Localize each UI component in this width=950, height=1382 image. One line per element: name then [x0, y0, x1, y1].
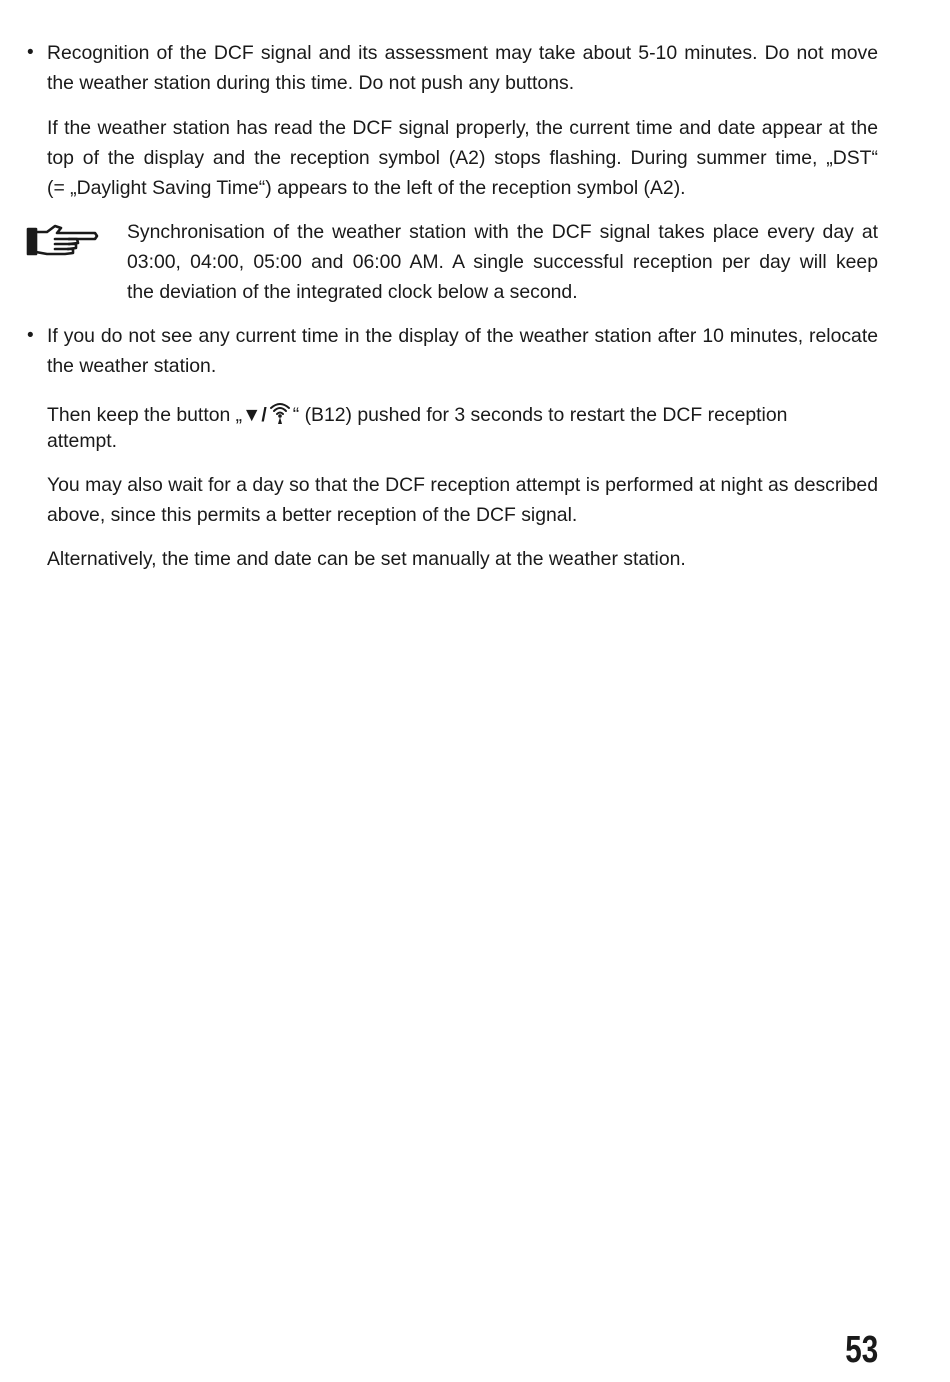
note-line-3: the deviation of the integrated clock below a second.: [127, 281, 578, 303]
pointing-hand-icon: [25, 222, 99, 260]
p3-line-1: If you do not see any current time in the display of the weather station after 10 minutes, relocate: [47, 325, 878, 347]
p4-before-button: Then keep the button „: [47, 404, 243, 426]
reception-antenna-icon: [267, 399, 293, 425]
button-down-symbol: ▼/: [242, 404, 267, 426]
p4-part-1: [47, 399, 788, 426]
p4-line-2: attempt.: [47, 430, 118, 452]
p1-line-1: Recognition of the DCF signal and its assessment may take about 5-10 minutes. Do not move: [47, 42, 878, 64]
bullet-1: •: [27, 42, 34, 63]
p6-line-1: Alternatively, the time and date can be set manually at the weather station.: [47, 548, 686, 570]
note-line-1: Synchronisation of the weather station with the DCF signal takes place every day at: [127, 221, 878, 243]
p2-line-3: (= „Daylight Saving Time“) appears to the left of the reception symbol (A2).: [47, 177, 686, 199]
p1-line-2: the weather station during this time. Do not push any buttons.: [47, 72, 575, 94]
p2-line-1: If the weather station has read the DCF signal properly, the current time and date appear at the: [47, 117, 878, 139]
p4-after-button: “ (B12) pushed for 3 seconds to restart the DCF reception: [292, 404, 788, 426]
p5-line-2: above, since this permits a better reception of the DCF signal.: [47, 504, 578, 526]
p5-line-1: You may also wait for a day so that the DCF reception attempt is performed at night as described: [47, 474, 878, 496]
page-number: 53: [845, 1329, 878, 1371]
p3-line-2: the weather station.: [47, 355, 217, 377]
bullet-2: •: [27, 325, 34, 346]
p4-line-1: [47, 399, 878, 426]
note-line-2: 03:00, 04:00, 05:00 and 06:00 AM. A single successful reception per day will keep: [127, 251, 878, 273]
p2-line-2: top of the display and the reception symbol (A2) stops flashing. During summer time, „DST“: [47, 147, 878, 169]
